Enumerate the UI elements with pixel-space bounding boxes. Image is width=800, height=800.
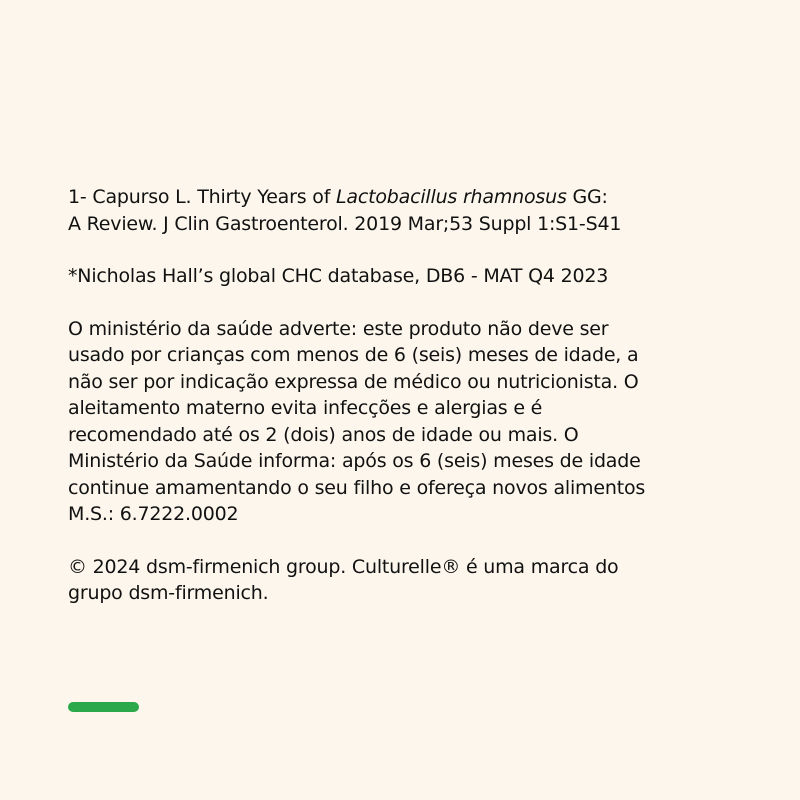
reference-line-1: 1- Capurso L. Thirty Years of Lactobacillus rhamnosus GG: (68, 186, 608, 208)
source-note: *Nicholas Hall’s global CHC database, DB6 - MAT Q4 2023 (68, 265, 609, 287)
copyright-notice (68, 554, 758, 607)
warning-line: aleitamento materno evita infecções e alergias e é (68, 397, 543, 419)
warning-line: continue amamentando o seu filho e ofereça novos alimentos (68, 476, 646, 499)
green-accent-bar (68, 702, 139, 712)
warning-line: O ministério da saúde adverte: este produto não deve ser (68, 317, 609, 340)
reference-citation (68, 184, 758, 237)
warning-line: usado por crianças com menos de 6 (seis) meses de idade, a (68, 344, 639, 366)
reference-line-2: A Review. J Clin Gastroenterol. 2019 Mar;53 Suppl 1:S1-S41 (68, 212, 622, 235)
warning-line: não ser por indicação expressa de médico ou nutricionista. O (68, 370, 639, 393)
warning-line: recomendado até os 2 (dois) anos de idade ou mais. O (68, 423, 579, 446)
copyright-line: grupo dsm-firmenich. (68, 582, 269, 604)
registration-number: M.S.: 6.7222.0002 (68, 503, 239, 525)
legal-text-block (68, 184, 758, 607)
species-name: Lactobacillus rhamnosus (336, 186, 567, 208)
health-ministry-warning (68, 316, 758, 528)
copyright-line: © 2024 dsm-firmenich group. Culturelle® é uma marca do (68, 555, 619, 578)
warning-line: Ministério da Saúde informa: após os 6 (seis) meses de idade (68, 450, 641, 472)
